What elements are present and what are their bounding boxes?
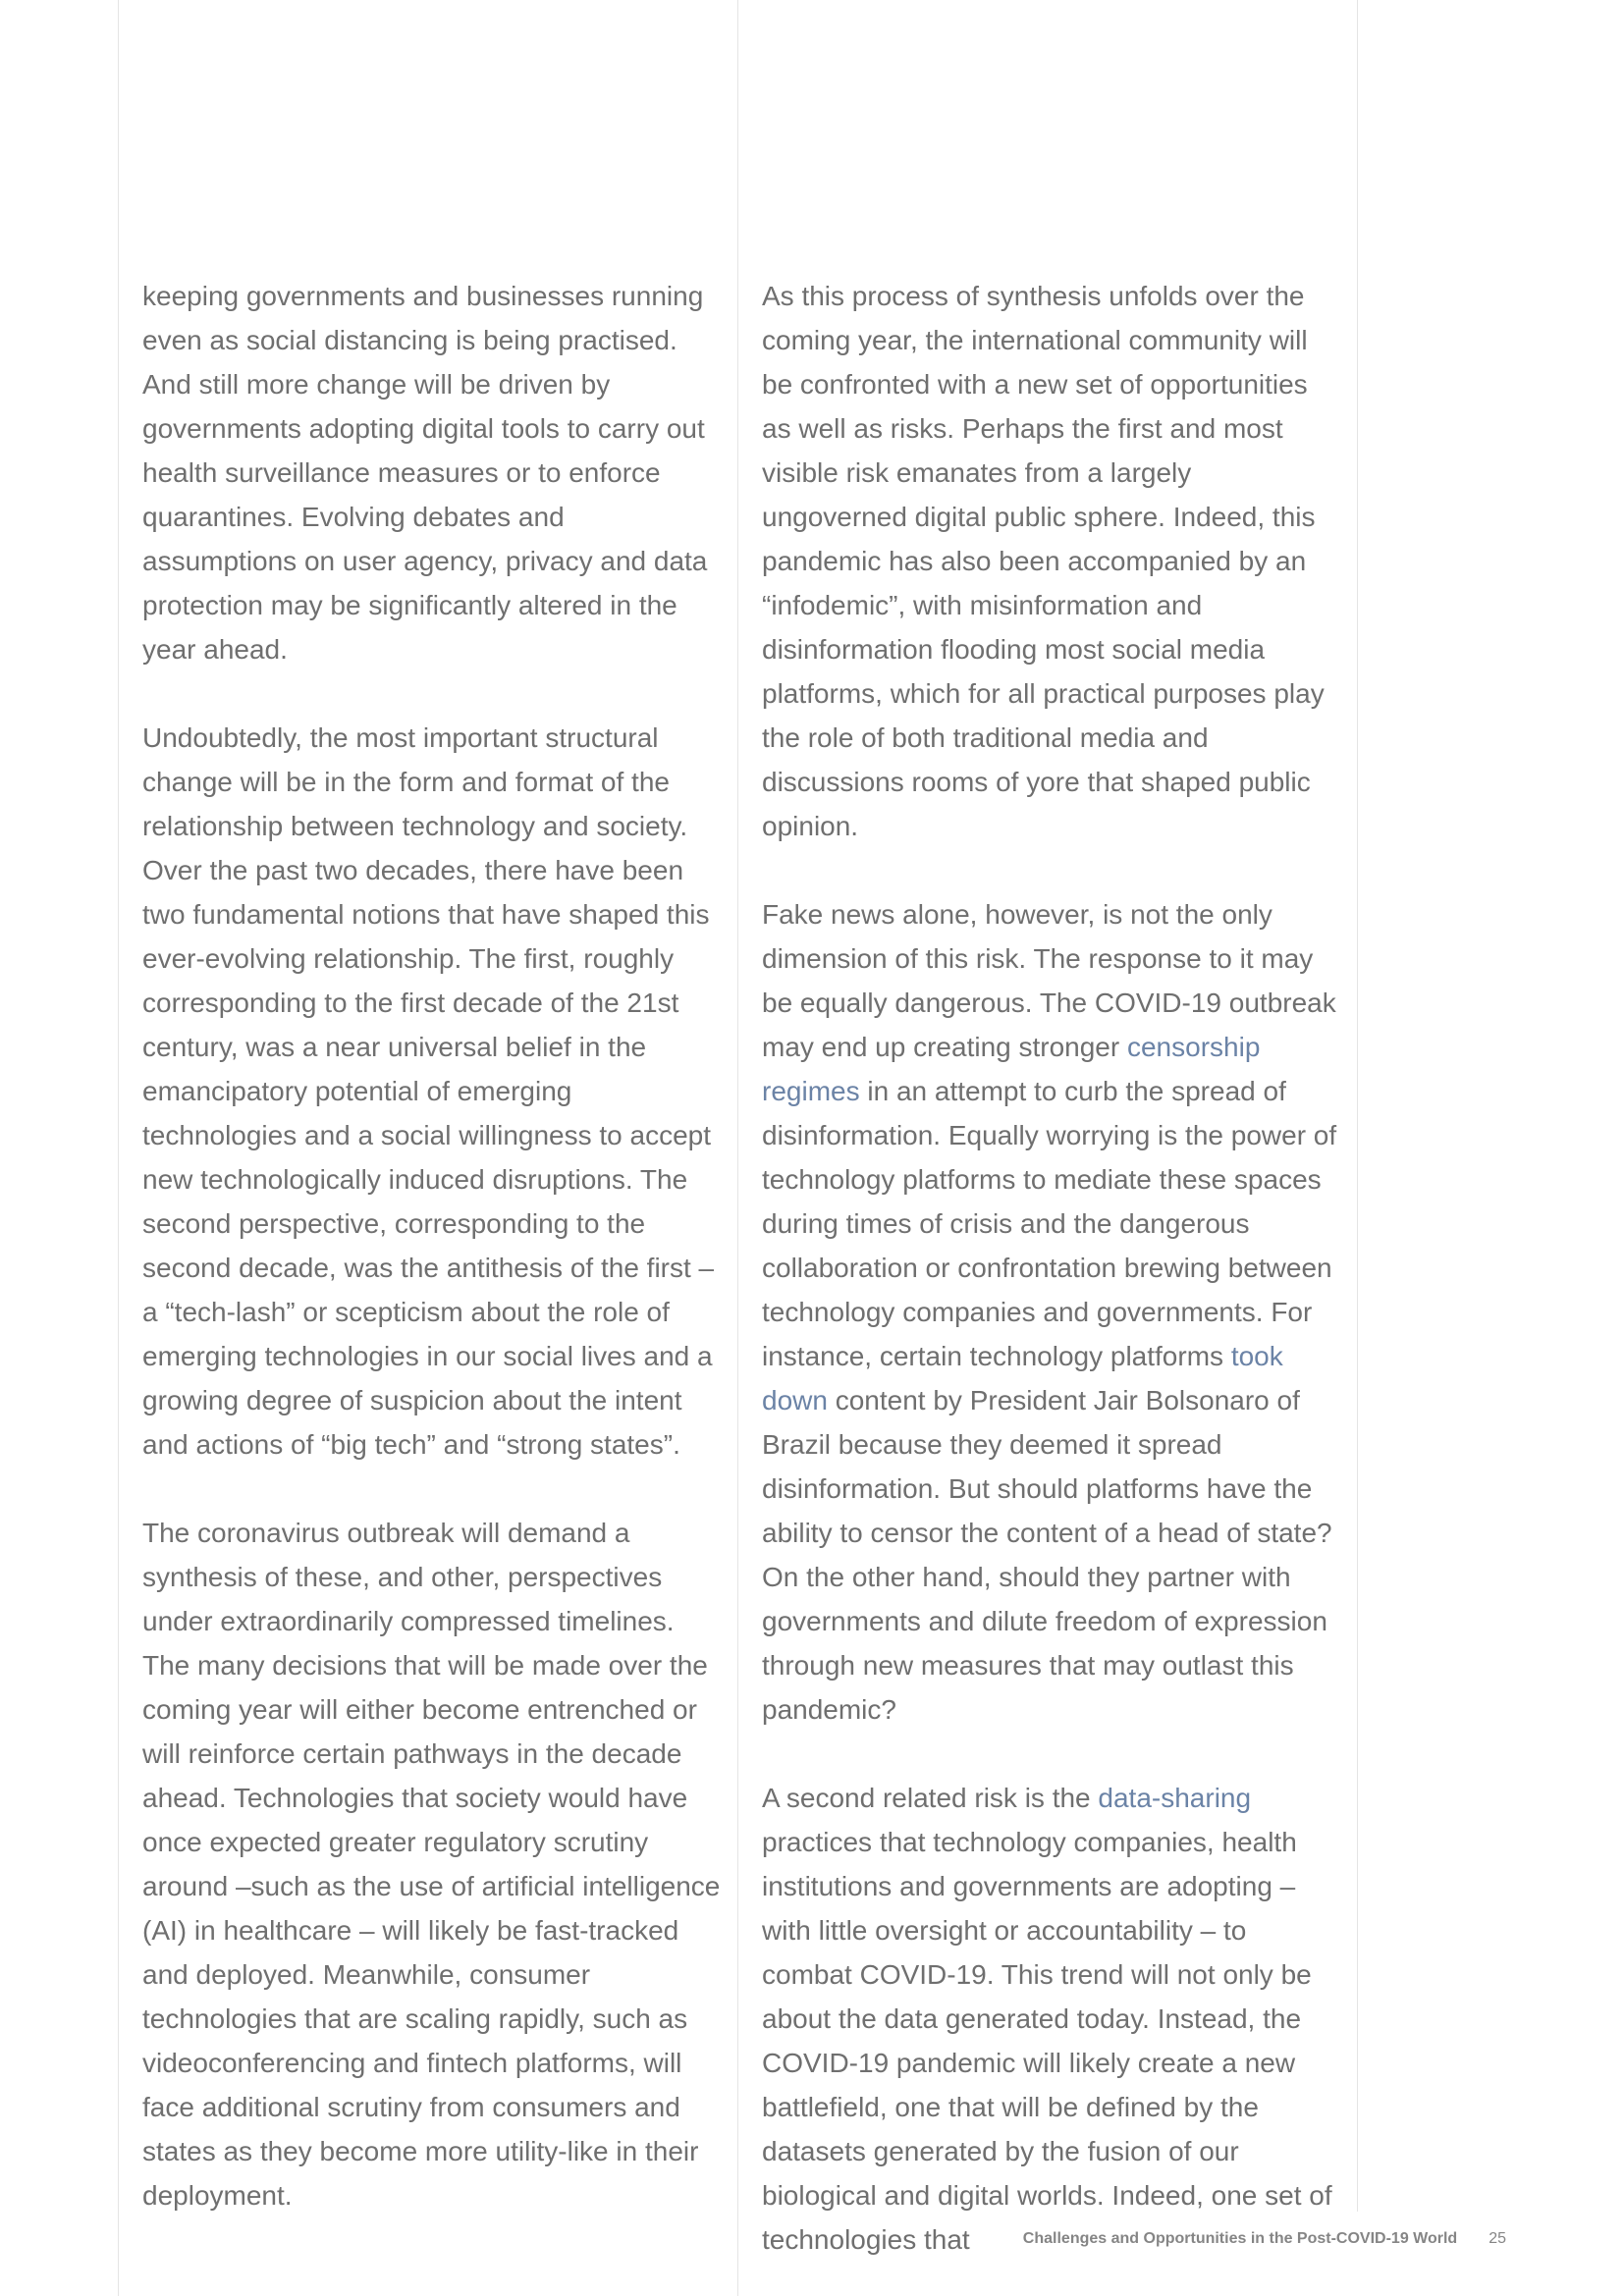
right-paragraph-2-text-c: content by President Jair Bolsonaro of Brazil because they deemed it spread disinformation. But should platforms have the ability to censor the content of a head of state? On the other hand, should they partner with governments and dilute freedom of expression through new measures that may outlast this pandemic?	[762, 1385, 1332, 1725]
right-paragraph-2-text-b: in an attempt to curb the spread of disinformation. Equally worrying is the power of technology platforms to mediate these spaces during times of crisis and the dangerous collaboration or confrontation brewing between technology companies and governments. For instance, certain technology platforms	[762, 1076, 1337, 1371]
right-paragraph-1: As this process of synthesis unfolds over the coming year, the international community will be confronted with a new set of opportunities as well as risks. Perhaps the first and most visible risk emanates from a largely ungoverned digital public sphere. Indeed, this pandemic has also been accompanied by an “infodemic”, with misinformation and disinformation flooding most social media platforms, which for all practical purposes play the role of both traditional media and discussions rooms of yore that shaped public opinion.	[762, 281, 1325, 841]
left-paragraph-2: Undoubtedly, the most important structural change will be in the form and format of the relationship between technology and society. Over the past two decades, there have been two fundamental notions that have shaped this ever-evolving relationship. The first, roughly corresponding to the first decade of the 21st century, was a near universal belief in the emancipatory potential of emerging technologies and a social willingness to accept new technologically induced disruptions. The second perspective, corresponding to the second decade, was the antithesis of the first – a “tech-lash” or scepticism about the role of emerging technologies in our social lives and a growing degree of suspicion about the intent and actions of “big tech” and “strong states”.	[142, 722, 715, 1460]
right-margin-rule	[1357, 0, 1358, 2212]
data-sharing-link[interactable]: data-sharing	[1098, 1783, 1252, 1813]
left-margin-rule	[118, 0, 119, 2296]
left-paragraph-1: keeping governments and businesses running even as social distancing is being practised. And still more change will be driven by governments adopting digital tools to carry out health surveillance measures or to enforce quarantines. Evolving debates and assumptions on user agency, privacy and data protection may be significantly altered in the year ahead.	[142, 281, 708, 665]
page-footer	[1023, 2230, 1506, 2248]
took-down-link[interactable]: took down	[762, 1341, 1283, 1415]
left-paragraph-3: The coronavirus outbreak will demand a synthesis of these, and other, perspectives under extraordinarily compressed timelines. The many decisions that will be made over the coming year will either become entrenched or will reinforce certain pathways in the decade ahead. Technologies that society would have once expected greater regulatory scrutiny around –such as the use of artificial intelligence (AI) in healthcare – will likely be fast-tracked and deployed. Meanwhile, consumer technologies that are scaling rapidly, such as videoconferencing and fintech platforms, will face additional scrutiny from consumers and states as they become more utility-like in their deployment.	[142, 1518, 721, 2211]
right-column	[762, 274, 1341, 2262]
right-paragraph-3-text-b: practices that technology companies, health institutions and governments are adopting – with little oversight or accountability – to combat COVID-19. This trend will not only be about the data generated today. Instead, the COVID-19 pandemic will likely create a new battlefield, one that will be defined by the datasets generated by the fusion of our biological and digital worlds. Indeed, one set of technologies that	[762, 1827, 1332, 2255]
page-number: 25	[1489, 2230, 1506, 2247]
column-divider-rule	[737, 0, 738, 2296]
right-paragraph-2-text-a: Fake news alone, however, is not the only dimension of this risk. The response to it may be equally dangerous. The COVID-19 outbreak may end up creating stronger	[762, 899, 1336, 1062]
left-column	[142, 274, 722, 2217]
right-paragraph-2	[762, 892, 1341, 1732]
right-paragraph-3-text-a: A second related risk is the	[762, 1783, 1099, 1813]
censorship-regimes-link[interactable]: censorship regimes	[762, 1032, 1261, 1106]
right-paragraph-3	[762, 1776, 1341, 2262]
footer-title: Challenges and Opportunities in the Post-COVID-19 World	[1022, 2230, 1458, 2247]
